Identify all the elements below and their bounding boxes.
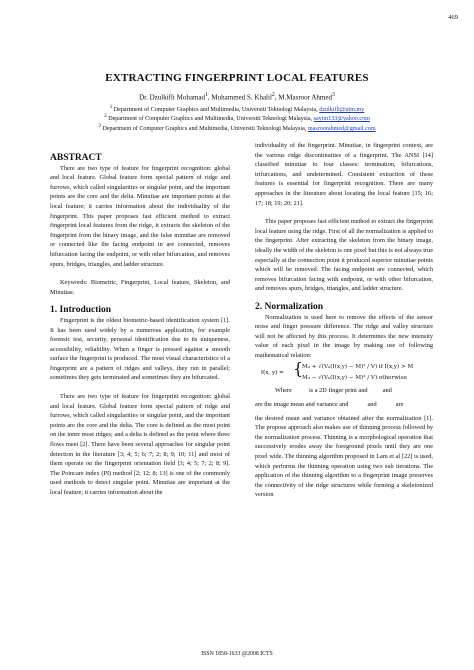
normalization-formula	[255, 360, 433, 386]
paper-title: EXTRACTING FINGERPRINT LOCAL FEATURES	[105, 72, 369, 84]
formula-case-bottom: M₀ − √(V₀(I(x,y) − M)² / V) otherwise	[302, 375, 407, 382]
formula-case-top: M₀ + √(V₀(I(x,y) − M)² / V) if I(x,y) > M	[302, 364, 414, 371]
left-column	[50, 154, 230, 498]
page-footer: ISSN 1858-1633 @2008 ICTS	[201, 651, 273, 657]
variables-line	[255, 400, 433, 410]
affiliation-1-sup: 1	[109, 104, 113, 110]
author-line: Dr. Dzulkifli Mohamad$^1$, Mohammed S. Khalil$^2$, M.Masroor Ahmed$^3$	[139, 92, 335, 102]
author-1-sup: 1	[205, 92, 208, 98]
affiliation-3	[0, 122, 474, 134]
variables-line-end: are	[395, 401, 404, 409]
affiliation-3-sup: 3	[98, 123, 101, 129]
author-2: Mohammed S. Khalil	[211, 93, 272, 102]
affiliation-2-email[interactable]: sayim133@yahoo.com	[313, 116, 370, 123]
affiliation-2-text: Department of Computer Graphics and Multimedia, Universiti Teknologi Malaysia,	[108, 116, 313, 123]
affiliation-1-email[interactable]: dzulkifli@utm.my	[319, 107, 365, 114]
variables-line-start: are the image mean and variance and	[255, 401, 349, 409]
author-1: Dr. Dzulkifli Mohamad	[139, 93, 205, 102]
affiliation-1-text: Department of Computer Graphics and Multimedia, Universiti Teknologi Malaysia,	[113, 107, 318, 114]
affiliation-3-email[interactable]: masroorahmed@gmail.com	[307, 126, 376, 133]
right-column	[255, 141, 433, 500]
introduction-paragraph-2: There are two type of feature for fingerprint recognition: global and local feature. Global feature form special pattern of ridge and furrows, which called singularities or singular point, and the important points are the core and the delta. The core is defined as the most point on the inner most ridges; and a delta is defined as the point where three flows meet [2]. There have been several approaches for singular point detection in the literature [3; 4; 5; 6; 7; 2; 8; 9; 10; 11] and most of them operate on the fingerprint orientation field [3; 4; 5; 7; 2; 8; 9]. The Poincare index (PI) method [2; 12; 8; 13] is one of the commonly used methods to detect singular point. Minutiae are important at the local feature; it carries information about the	[50, 393, 230, 496]
affiliation-2-sup: 2	[104, 113, 107, 119]
normalization-paragraph-1: Normalization is used here to remove the effects of the sensor noise and finger pressure difference. The ridge and valley structure will not be affected by this process. It determines the new intensity value of each pixel in the image by making use of following mathematical relation:	[255, 313, 433, 359]
where-middle: is a 2D finger print and	[308, 387, 368, 395]
keywords: Keywords: Biometric, Fingerprint, Local feature, Skeleton, and Minutiae.	[50, 279, 230, 296]
introduction-heading: 1. Introduction	[50, 305, 112, 316]
author-2-sup: 2	[271, 92, 275, 98]
where-prefix: Where	[275, 387, 292, 395]
normalization-paragraph-2: the desired mean and variance obtained after the normalization [1]. The propose approach also makes use of thinning process followed by the normalization process. Thinning is a morphological operation that successively erodes away the foreground pixels until they are one pixel wide. The thinning algorithm proposed in Lam et al [22] is used, which performs the thinning operation using two sub iterations. The application of the thinning algorithm to a fingerprint image preserves the connectivity of the ridge structures while forming a skeletonized version	[255, 414, 433, 499]
where-end: and	[382, 387, 392, 395]
abstract-text: There are two type of feature for fingerprint recognition: global and local feature. Global feature form special pattern of ridge and furrows, which called singularities or singular point, and the important points are the core and the delta. Minutiae are important points at the local feature; it carries information about the individuality of the fingerprint. This paper proposes fast efficient method to extract fingerprint local features from the ridge, it extracts the skeleton of the fingerprint from the binary image, and the false minutiae are removed or connected like the facing endpoint in are connected, removes bifurcation facing the endpoint, or with other bifurcation, and removes spurs, bridges, triangles, and ladder structure.	[50, 164, 230, 268]
affiliation-3-text: Department of Computer Graphics and Multimedia, Universiti Teknologi Malaysia,	[102, 126, 307, 133]
abstract-heading: ABSTRACT	[50, 153, 102, 163]
right-paragraph-2: This paper proposes fast efficient method to extract the fingerprint local feature using the ridge. First of all the normalization is applied to the fingerprint. After extracting the skeleton from the binary image, ideally the width of the skeleton is one pixel but this is not always true especially at the connection point it produced superior minutiae points which will be removed. The facing endpoint are connected, which removes bifurcation facing with endpoint, or with other bifurcation, and removes spurs, bridges, triangles, and ladder structure.	[255, 218, 433, 293]
author-3: M.Masroor Ahmed	[278, 93, 332, 102]
where-line	[255, 386, 433, 396]
formula-lhs: f(x, y) =	[261, 370, 284, 377]
right-paragraph-1: individuality of the fingerprint. Minutiae, in fingerprint context, are the various ridge discontinuities of a fingerprint. The ANSI [14] classified minutiae to four classes: termination, bifurcations, trifurcations, and undetermined. Consistent extraction of these features is essential for fingerprint recognition. There are many approaches in the literature about locating the local feature [15; 16; 17; 18; 19; 20; 21].	[255, 142, 433, 207]
page-number: 469	[448, 14, 458, 21]
introduction-paragraph-1: Fingerprint is the oldest biometric-based identification system [1]. It has been used widely by a numerous application, for example forensic test, security, personal identification due to its uniqueness, accessibility, reliability. When a finger is pressed against a smooth surface the fingerprint is produced. The most visual characteristics of a fingerprint are a pattern of ridges and valleys, they run in parallel; sometimes they gets terminated and sometimes they are bifurcated.	[50, 316, 230, 382]
author-3-sup: 3	[331, 92, 335, 98]
normalization-heading: 2. Normalization	[255, 301, 324, 312]
formula-brace: {	[293, 359, 304, 379]
variables-line-middle: and	[367, 401, 377, 409]
